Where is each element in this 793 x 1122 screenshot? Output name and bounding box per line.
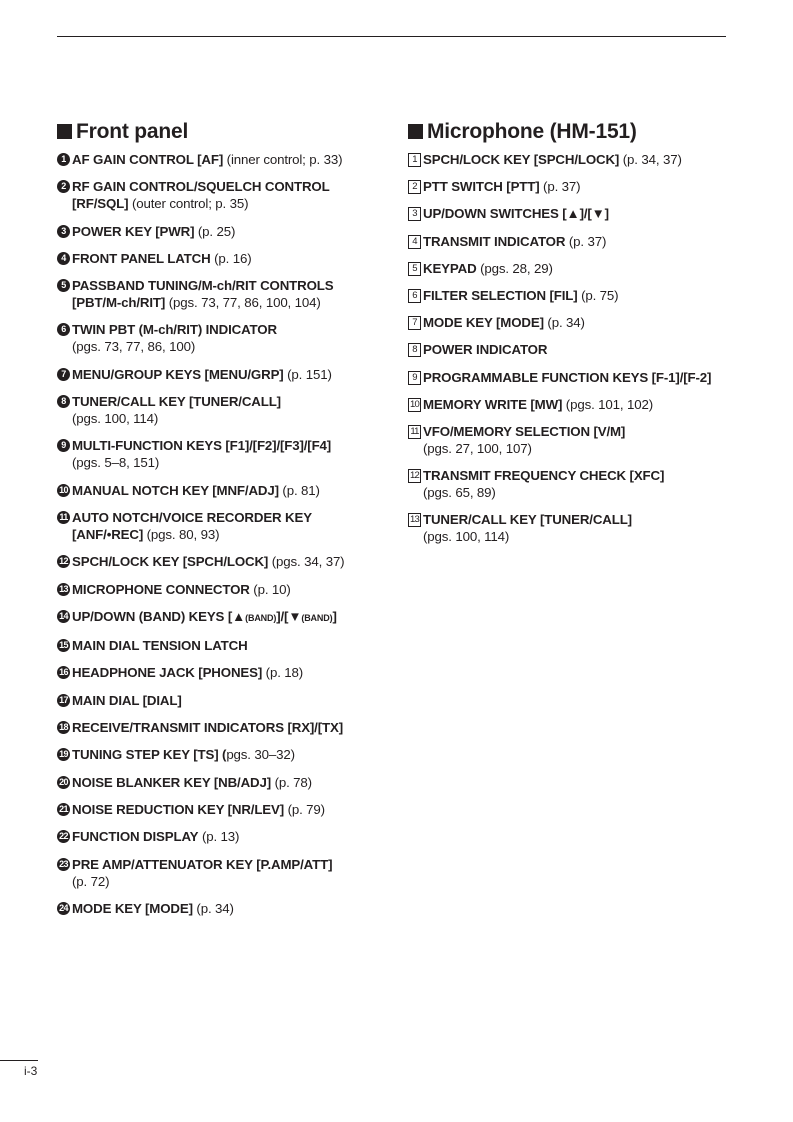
- item-title-line2: [PBT/M-ch/RIT]: [72, 295, 166, 311]
- microphone-number-marker: 3: [408, 207, 421, 221]
- item-reference: (p. 151): [283, 366, 332, 382]
- item-title: RF GAIN CONTROL/SQUELCH CONTROL: [72, 179, 330, 195]
- front-panel-number-marker: 10: [57, 484, 70, 497]
- item-title: TUNING STEP KEY [TS] (: [72, 747, 227, 763]
- item-reference: (p. 75): [577, 287, 619, 303]
- microphone-number-marker: 9: [408, 371, 421, 385]
- microphone-number-marker: 7: [408, 316, 421, 330]
- front-panel-item: [57, 637, 377, 654]
- item-title: PRE AMP/ATTENUATOR KEY [P.AMP/ATT]: [72, 856, 333, 872]
- microphone-heading: [408, 119, 738, 145]
- item-reference: (p. 79): [284, 801, 325, 817]
- item-reference: (pgs. 100, 114): [423, 529, 510, 545]
- item-title: TWIN PBT (M-ch/RIT) INDICATOR: [72, 322, 277, 338]
- item-reference: (pgs. 34, 37): [268, 554, 345, 570]
- item-reference: (p. 78): [271, 774, 312, 790]
- front-panel-number-marker: 16: [57, 666, 70, 679]
- front-panel-number-marker: 4: [57, 252, 70, 265]
- front-panel-number-marker: 21: [57, 803, 70, 816]
- item-title-line2: [ANF/•REC]: [72, 526, 144, 542]
- front-panel-number-marker: 20: [57, 776, 70, 789]
- microphone-title: Microphone (HM-151): [427, 120, 637, 143]
- microphone-number-marker: 6: [408, 289, 421, 303]
- item-title: MAIN DIAL TENSION LATCH: [72, 638, 248, 654]
- item-title: FRONT PANEL LATCH: [72, 250, 211, 266]
- item-reference: (pgs. 73, 77, 86, 100, 104): [165, 295, 321, 311]
- item-title-end: ]: [332, 608, 337, 624]
- square-bullet-icon: [408, 124, 423, 139]
- item-subscript: (BAND): [301, 612, 333, 623]
- microphone-item: [408, 511, 738, 545]
- item-title: PROGRAMMABLE FUNCTION KEYS [F-1]/[F-2]: [423, 369, 712, 385]
- microphone-item: [408, 314, 738, 331]
- front-panel-list: [57, 151, 377, 917]
- item-title: MAIN DIAL [DIAL]: [72, 692, 182, 708]
- front-panel-number-marker: 9: [57, 439, 70, 452]
- front-panel-item: [57, 250, 377, 267]
- item-title: NOISE REDUCTION KEY [NR/LEV]: [72, 801, 285, 817]
- item-title-line2: [RF/SQL]: [72, 196, 129, 212]
- item-reference: (p. 13): [198, 829, 240, 845]
- front-panel-item: [57, 151, 377, 168]
- microphone-item: [408, 151, 738, 168]
- microphone-item: [408, 178, 738, 195]
- front-panel-item: [57, 223, 377, 240]
- item-title: MULTI-FUNCTION KEYS [F1]/[F2]/[F3]/[F4]: [72, 438, 332, 454]
- microphone-number-marker: 2: [408, 180, 421, 194]
- front-panel-number-marker: 12: [57, 555, 70, 568]
- item-reference: (pgs. 101, 102): [562, 396, 654, 412]
- microphone-item: [408, 205, 738, 222]
- item-subscript: (BAND): [245, 612, 277, 623]
- item-title: RECEIVE/TRANSMIT INDICATORS [RX]/[TX]: [72, 720, 343, 736]
- front-panel-number-marker: 7: [57, 368, 70, 381]
- page-number: i-3: [24, 1064, 38, 1078]
- microphone-item: [408, 233, 738, 250]
- item-reference: pgs. 30–32): [226, 747, 295, 763]
- front-panel-number-marker: 2: [57, 180, 70, 193]
- item-title: MICROPHONE CONNECTOR: [72, 581, 250, 597]
- front-panel-number-marker: 15: [57, 639, 70, 652]
- item-title: TUNER/CALL KEY [TUNER/CALL]: [423, 512, 632, 528]
- item-reference: (outer control; p. 35): [128, 196, 249, 212]
- front-panel-item: [57, 900, 377, 917]
- front-panel-item: [57, 692, 377, 709]
- item-reference: (p. 25): [194, 223, 236, 239]
- item-title: MEMORY WRITE [MW]: [423, 396, 563, 412]
- front-panel-number-marker: 13: [57, 583, 70, 596]
- front-panel-number-marker: 8: [57, 395, 70, 408]
- item-reference: (pgs. 100, 114): [72, 411, 159, 427]
- item-title: POWER KEY [PWR]: [72, 223, 195, 239]
- item-reference: (pgs. 27, 100, 107): [423, 440, 532, 456]
- front-panel-number-marker: 19: [57, 748, 70, 761]
- microphone-list: [408, 151, 738, 545]
- footer-rule: [0, 1060, 38, 1061]
- front-panel-item: [57, 321, 377, 355]
- microphone-number-marker: 5: [408, 262, 421, 276]
- front-panel-item: [57, 178, 377, 212]
- microphone-item: [408, 467, 738, 501]
- microphone-number-marker: 10: [408, 398, 421, 412]
- microphone-item: [408, 287, 738, 304]
- front-panel-item: [57, 581, 377, 598]
- header-rule: [57, 36, 726, 37]
- front-panel-number-marker: 5: [57, 279, 70, 292]
- item-title: HEADPHONE JACK [PHONES]: [72, 665, 263, 681]
- item-reference: (p. 18): [262, 665, 304, 681]
- front-panel-item: [57, 774, 377, 791]
- item-title: TUNER/CALL KEY [TUNER/CALL]: [72, 394, 281, 410]
- item-title: TRANSMIT INDICATOR: [423, 233, 566, 249]
- microphone-number-marker: 12: [408, 469, 421, 483]
- front-panel-item: [57, 856, 377, 890]
- front-panel-number-marker: 3: [57, 225, 70, 238]
- item-title: MENU/GROUP KEYS [MENU/GRP]: [72, 366, 284, 382]
- item-reference: (pgs. 5–8, 151): [72, 455, 160, 471]
- front-panel-number-marker: 11: [57, 511, 70, 524]
- front-panel-title: Front panel: [76, 120, 189, 143]
- item-reference: (p. 72): [72, 873, 110, 889]
- front-panel-number-marker: 17: [57, 694, 70, 707]
- microphone-number-marker: 4: [408, 235, 421, 249]
- item-reference: (p. 81): [278, 482, 320, 498]
- item-title: FUNCTION DISPLAY: [72, 829, 199, 845]
- microphone-item: [408, 260, 738, 277]
- item-reference: (pgs. 28, 29): [476, 260, 553, 276]
- front-panel-number-marker: 6: [57, 323, 70, 336]
- item-title: PASSBAND TUNING/M-ch/RIT CONTROLS: [72, 278, 334, 294]
- item-title: NOISE BLANKER KEY [NB/ADJ]: [72, 774, 272, 790]
- item-reference: (p. 34): [192, 900, 234, 916]
- item-title: UP/DOWN SWITCHES [▲]/[▼]: [423, 206, 609, 222]
- front-panel-item: [57, 509, 377, 543]
- front-panel-item: [57, 277, 377, 311]
- front-panel-item: [57, 366, 377, 383]
- item-title: MODE KEY [MODE]: [72, 900, 193, 916]
- item-title: MANUAL NOTCH KEY [MNF/ADJ]: [72, 482, 279, 498]
- front-panel-item: [57, 664, 377, 681]
- front-panel-item: [57, 719, 377, 736]
- square-bullet-icon: [57, 124, 72, 139]
- microphone-item: [408, 423, 738, 457]
- microphone-section: [408, 119, 738, 555]
- item-title: SPCH/LOCK KEY [SPCH/LOCK]: [72, 554, 269, 570]
- front-panel-number-marker: 14: [57, 610, 70, 623]
- item-title: UP/DOWN (BAND) KEYS [▲: [72, 608, 246, 624]
- item-title: PTT SWITCH [PTT]: [423, 179, 540, 195]
- item-title: KEYPAD: [423, 260, 477, 276]
- microphone-number-marker: 1: [408, 153, 421, 167]
- front-panel-item: [57, 801, 377, 818]
- front-panel-item: [57, 437, 377, 471]
- item-title: POWER INDICATOR: [423, 342, 548, 358]
- front-panel-item: [57, 828, 377, 845]
- item-reference: (pgs. 80, 93): [143, 526, 220, 542]
- item-title: MODE KEY [MODE]: [423, 315, 544, 331]
- front-panel-item: [57, 746, 377, 763]
- microphone-item: [408, 341, 738, 358]
- front-panel-item: [57, 608, 377, 627]
- item-title: AUTO NOTCH/VOICE RECORDER KEY: [72, 509, 312, 525]
- front-panel-section: [57, 119, 377, 927]
- front-panel-item: [57, 393, 377, 427]
- item-reference: (p. 34, 37): [619, 152, 682, 167]
- item-reference: (pgs. 65, 89): [423, 485, 496, 501]
- item-reference: (p. 37): [539, 179, 581, 195]
- item-reference: (p. 34): [543, 315, 585, 331]
- item-title: TRANSMIT FREQUENCY CHECK [XFC]: [423, 468, 665, 484]
- front-panel-number-marker: 24: [57, 902, 70, 915]
- front-panel-item: [57, 553, 377, 570]
- item-reference: (p. 10): [249, 581, 291, 597]
- item-title: AF GAIN CONTROL [AF]: [72, 152, 224, 167]
- item-reference: (inner control; p. 33): [223, 152, 343, 167]
- item-reference: (pgs. 73, 77, 86, 100): [72, 339, 196, 355]
- microphone-item: [408, 369, 738, 386]
- item-title: VFO/MEMORY SELECTION [V/M]: [423, 423, 626, 439]
- item-reference: (p. 37): [565, 233, 607, 249]
- microphone-number-marker: 13: [408, 513, 421, 527]
- front-panel-number-marker: 22: [57, 830, 70, 843]
- item-reference: (p. 16): [210, 250, 252, 266]
- microphone-item: [408, 396, 738, 413]
- front-panel-item: [57, 482, 377, 499]
- microphone-number-marker: 8: [408, 343, 421, 357]
- front-panel-heading: [57, 119, 377, 145]
- front-panel-number-marker: 1: [57, 153, 70, 166]
- microphone-number-marker: 11: [408, 425, 421, 439]
- front-panel-number-marker: 23: [57, 858, 70, 871]
- item-title: SPCH/LOCK KEY [SPCH/LOCK]: [423, 152, 620, 167]
- front-panel-number-marker: 18: [57, 721, 70, 734]
- item-title-part: ]/[▼: [276, 608, 302, 624]
- item-title: FILTER SELECTION [FIL]: [423, 287, 578, 303]
